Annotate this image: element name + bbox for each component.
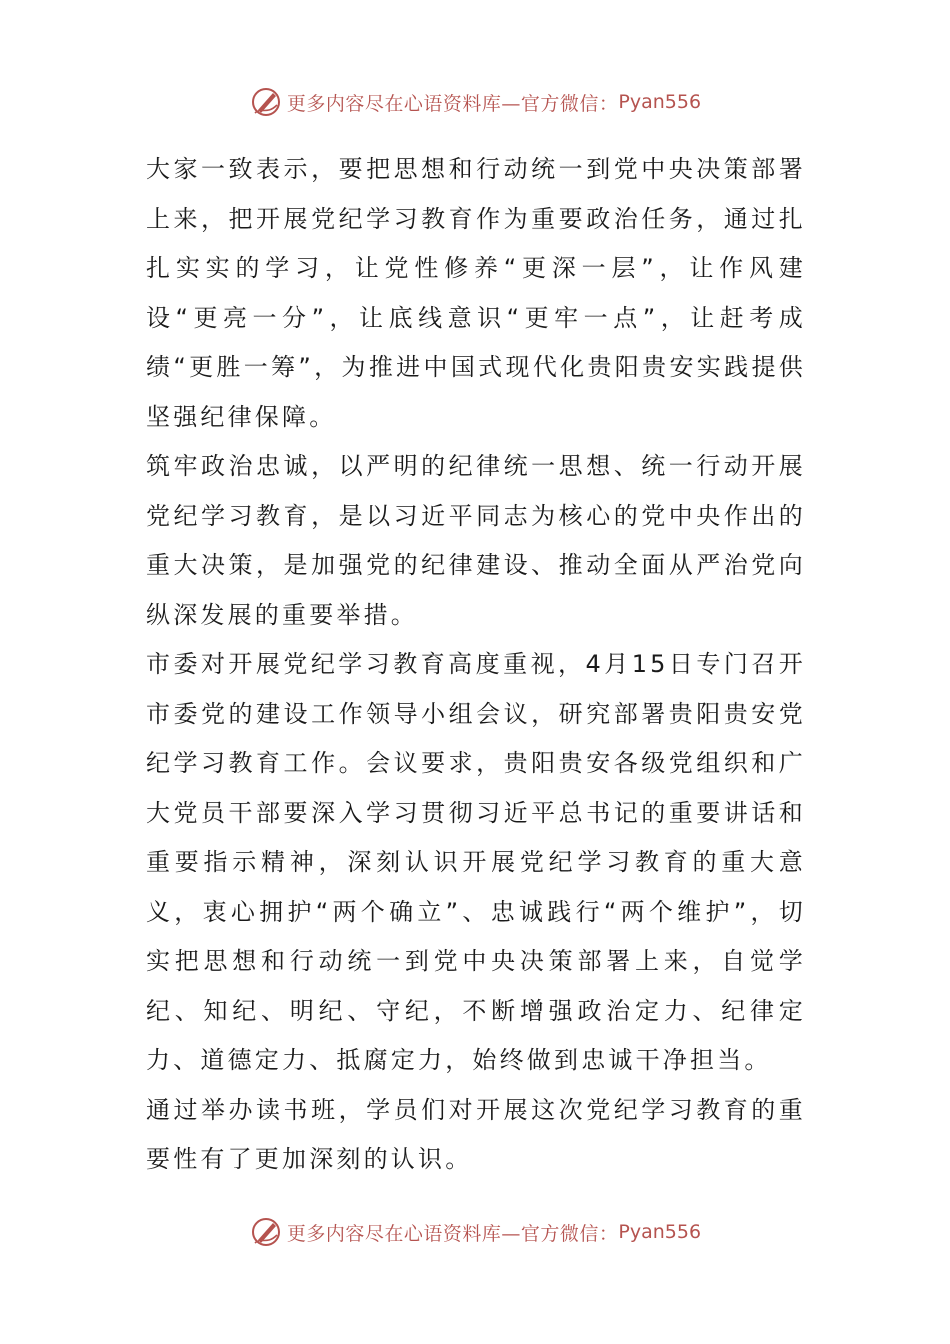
paragraph: 大家一致表示，要把思想和行动统一到党中央决策部署上来，把开展党纪学习教育作为重要政治任务，通过扎扎实实的学习，让党性修养“更深一层”，让作风建设“更亮一分”，让底线意识“更牢一点”，让赶考成绩“更胜一筹”，为推进中国式现代化贵阳贵安实践提供坚强纪律保障。 [146, 155, 806, 431]
banner-text: 更多内容尽在心语资料库—官方微信： [286, 1222, 619, 1245]
paragraph: 筑牢政治忠诚，以严明的纪律统一思想、统一行动开展党纪学习教育，是以习近平同志为核心的党中央作出的重大决策，是加强党的纪律建设、推动全面从严治党向纵深发展的重要举措。 [146, 452, 806, 629]
banner-text: 更多内容尽在心语资料库—官方微信： [286, 92, 619, 115]
wechat-id: Pyan556 [618, 91, 702, 113]
wechat-id: Pyan556 [618, 1221, 702, 1243]
pen-circle-icon [249, 85, 283, 119]
footer-banner [0, 1212, 950, 1252]
paragraph: 通过举办读书班，学员们对开展这次党纪学习教育的重要性有了更加深刻的认识。 [146, 1095, 806, 1173]
document-body [146, 145, 806, 1185]
pen-circle-icon [249, 1215, 283, 1249]
paragraph: 市委对开展党纪学习教育高度重视，4月15日专门召开市委党的建设工作领导小组会议，研究部署贵阳贵安党纪学习教育工作。会议要求，贵阳贵安各级党组织和广大党员干部要深入学习贯彻习近平总书记的重要讲话和重要指示精神，深刻认识开展党纪学习教育的重大意义，衷心拥护“两个确立”、忠诚践行“两个维护”，切实把思想和行动统一到党中央决策部署上来，自觉学纪、知纪、明纪、守纪，不断增强政治定力、纪律定力、道德定力、抵腐定力，始终做到忠诚干净担当。 [146, 650, 806, 1074]
header-banner [0, 82, 950, 122]
